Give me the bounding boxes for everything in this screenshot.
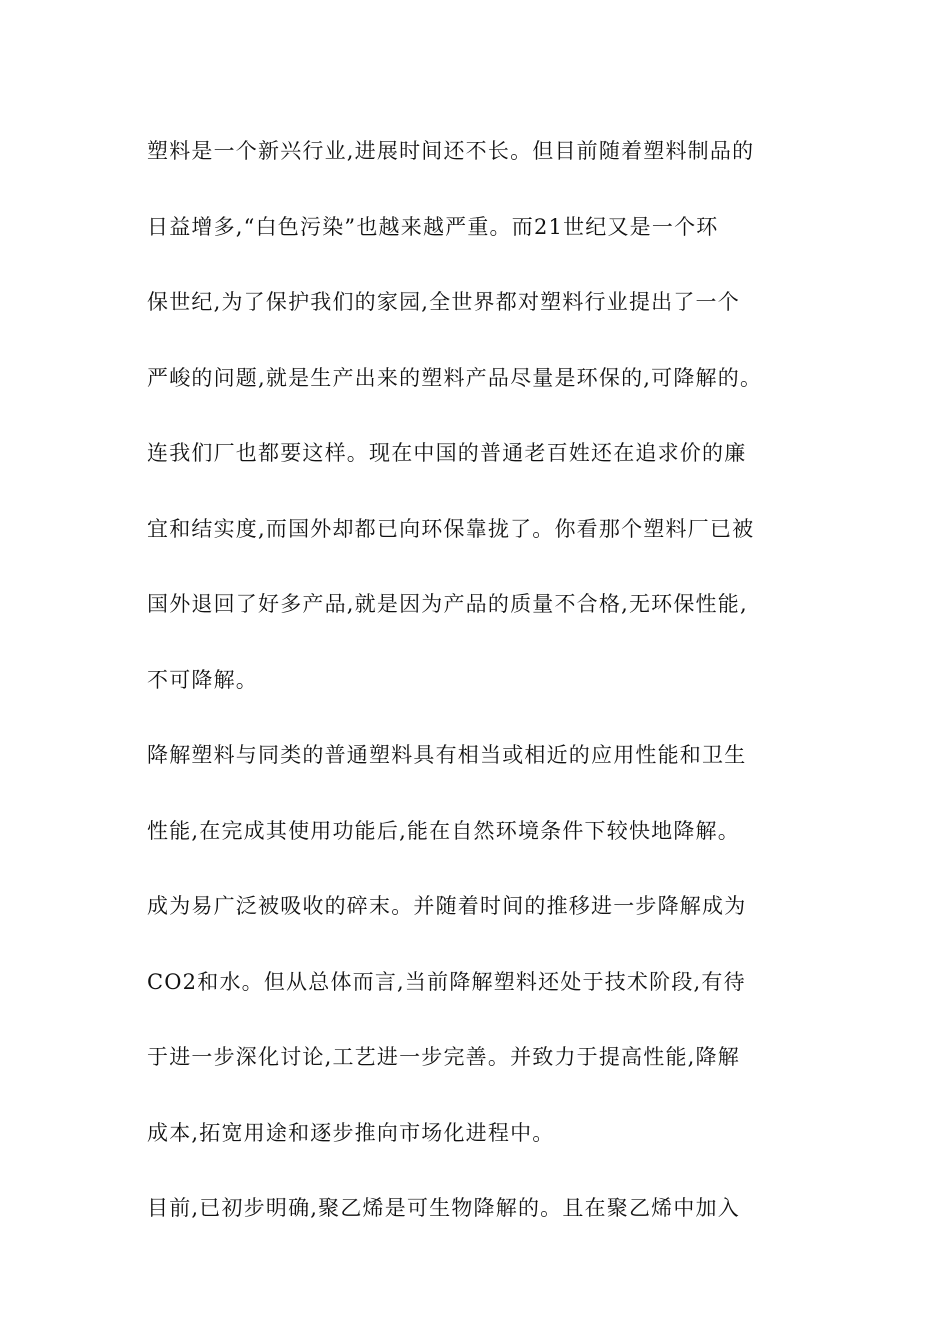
text-line: 性能,在完成其使用功能后,能在自然环境条件下较快地降解。 xyxy=(147,818,740,843)
text-line: 降解塑料与同类的普通塑料具有相当或相近的应用性能和卫生 xyxy=(147,743,747,767)
text-line: 严峻的问题,就是生产出来的塑料产品尽量是环保的,可降解的。 xyxy=(147,365,763,390)
text-line: 日益增多,“白色污染”也越来越严重。而21世纪又是一个环 xyxy=(147,214,719,239)
text-line: 国外退回了好多产品,就是因为产品的质量不合格,无环保性能, xyxy=(147,592,748,616)
text-line: 于进一步深化讨论,工艺进一步完善。并致力于提高性能,降解 xyxy=(147,1045,740,1069)
text-line: 目前,已初步明确,聚乙烯是可生物降解的。且在聚乙烯中加入 xyxy=(147,1196,740,1220)
text-line: 不可降解。 xyxy=(147,667,258,692)
text-line: 成本,拓宽用途和逐步推向市场化进程中。 xyxy=(147,1120,555,1145)
text-line: 成为易广泛被吸收的碎末。并随着时间的推移进一步降解成为 xyxy=(147,894,747,918)
text-line: CO2和水。但从总体而言,当前降解塑料还处于技术阶段,有待 xyxy=(147,969,746,994)
text-line: 宜和结实度,而国外却都已向环保靠拢了。你看那个塑料厂已被 xyxy=(147,516,755,541)
text-line: 连我们厂也都要这样。现在中国的普通老百姓还在追求价的廉 xyxy=(147,441,747,465)
document-body xyxy=(147,131,827,1264)
text-line: 塑料是一个新兴行业,进展时间还不长。但目前随着塑料制品的 xyxy=(147,139,755,163)
text-line: 保世纪,为了保护我们的家园,全世界都对塑料行业提出了一个 xyxy=(147,290,740,314)
